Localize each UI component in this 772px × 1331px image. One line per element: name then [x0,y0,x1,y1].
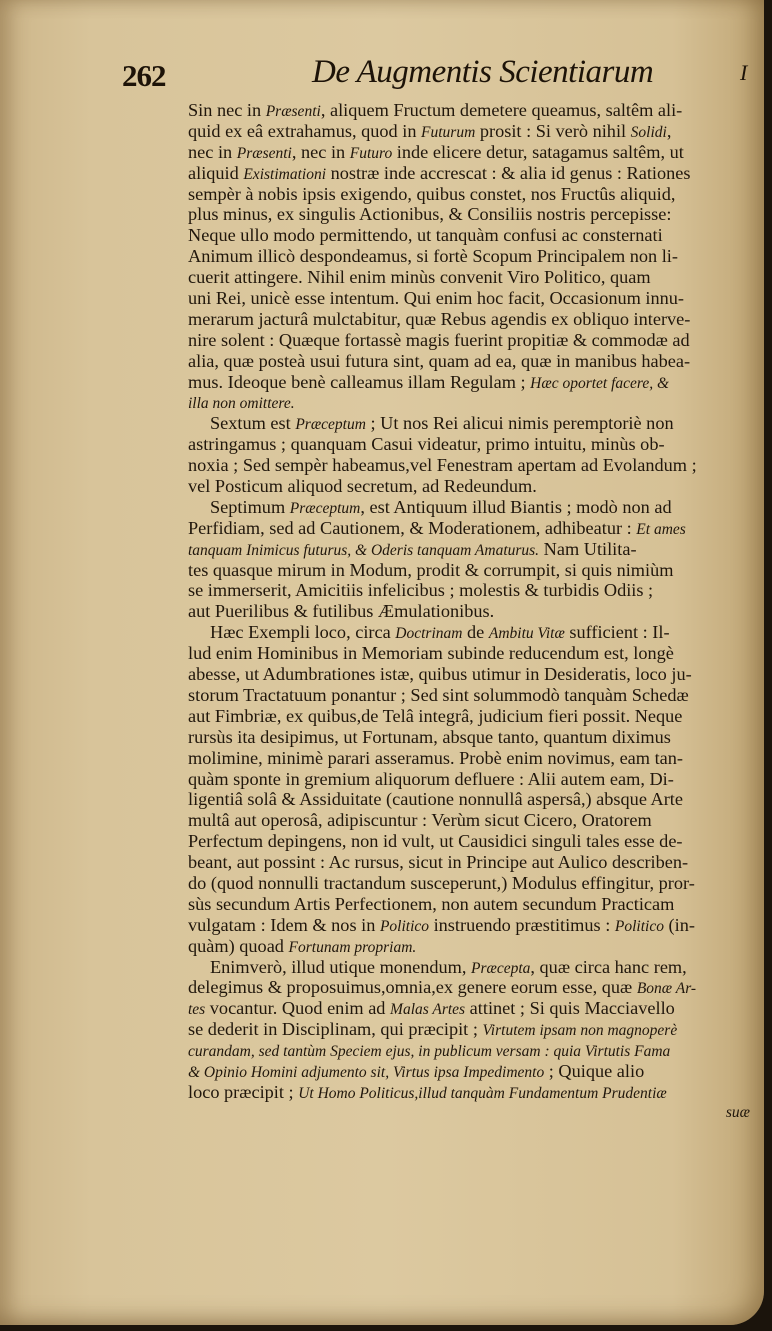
text-line [188,392,754,413]
text-segment: quàm) quoad [188,935,289,956]
text-line [188,225,754,246]
text-line [188,497,754,518]
text-segment: nec in [188,141,237,162]
text-line [188,372,754,393]
text-line [188,873,754,894]
text-segment: vel Posticum aliquod secretum, ad Redeundum. [188,476,537,497]
italic-segment: Solidi [630,123,667,141]
text-line [188,142,754,163]
italic-segment: Præsenti [265,103,321,120]
header-mark: I [740,60,748,85]
text-segment: nostræ inde accrescat : & alia id genus : Rationes [326,162,691,183]
text-segment: Nam Utilita- [539,538,637,559]
italic-segment: Virtutem ipsam non magnoperè [482,1022,678,1040]
text-segment: Perfectum depingens, non id vult, ut Causidici singuli tales esse de- [188,831,683,852]
text-segment: aliquid [188,162,244,183]
text-line [188,789,754,810]
text-line [188,267,754,288]
page-header [0,52,764,100]
text-line [188,1019,754,1040]
text-segment: alia, quæ posteà usui futura sint, quam ad ea, quæ in manibus habea- [188,350,691,371]
text-line [188,1082,754,1103]
text-line [188,915,754,936]
italic-segment: Præcepta [470,959,531,977]
text-segment: vocantur. Quod enim ad [205,998,391,1019]
text-line [188,184,754,205]
text-line [188,852,754,873]
text-line [188,434,754,455]
text-segment: , aliquem Fructum demetere queamus, saltêm ali- [320,100,683,120]
text-segment: molimine, minimè parari asseramus. Probè enim novimus, eam tan- [188,747,684,768]
text-line [188,413,754,434]
text-line [188,748,754,769]
text-segment: ; Ut nos Rei alicui nimis peremptoriè non [365,413,674,434]
text-segment: instruendo præstitimus : [429,914,615,935]
text-segment: Neque ullo modo permittendo, ut tanquàm confusi ac consternati [188,225,663,246]
italic-segment: tes [188,1001,206,1019]
text-segment: Perfidiam, sed ad Cautionem, & Moderationem, adhibeatur : [188,517,637,538]
italic-segment: Hæc oportet facere, & [530,374,670,392]
text-segment: aut Fimbriæ, ex quibus,de Telâ integrâ, judicium fieri possit. Neque [188,705,683,726]
italic-segment: Præceptum [289,499,361,517]
text-segment: (in- [663,914,695,935]
italic-segment: Fortunam propriam. [288,938,417,956]
text-segment: inde elicere detur, satagamus saltêm, ut [392,141,684,162]
text-line [188,957,754,978]
italic-segment: suæ [725,1103,750,1121]
italic-segment: Ut Homo Politicus,illud tanquàm Fundamentum Prudentiæ [298,1084,667,1102]
catchword [188,1103,754,1124]
text-line [188,455,754,476]
text-line [188,204,754,225]
text-segment: sufficient : Il- [564,622,670,643]
text-segment: de [462,622,489,643]
text-segment: Sin nec in [188,100,266,120]
text-segment: loco præcipit ; [188,1081,299,1102]
text-segment: se immerserit, Amicitiis infelicibus ; molestis & turbidis Odiis ; [188,580,654,601]
italic-segment: Ambitu Vitæ [488,625,565,643]
text-line [188,685,754,706]
text-segment: plus minus, ex singulis Actionibus, & Consiliis nostris percepisse: [188,204,672,225]
italic-segment: Doctrinam [395,625,463,643]
text-segment: cuerit attingere. Nihil enim minùs convenit Viro Politico, quam [188,267,651,288]
text-line [188,476,754,497]
text-segment: quid ex eâ extrahamus, quod in [188,120,422,141]
text-line [188,330,754,351]
italic-segment: Et ames [636,520,686,538]
text-segment: Animum illicò despondeamus, si fortè Scopum Principalem non li- [188,246,678,267]
text-segment: se dederit in Disciplinam, qui præcipit ; [188,1019,483,1040]
text-line [188,727,754,748]
text-segment: noxia ; Sed sempèr habeamus,vel Fenestram apertam ad Evolandum ; [188,455,697,476]
text-line [188,1061,754,1082]
text-segment: do (quod nonnulli tractandum susceperunt,) Modulus effingitur, pror- [188,872,695,893]
running-title: De Augmentis Scientiarum [312,54,654,90]
text-line [188,351,754,372]
text-segment: storum Tractatuum ponantur ; Sed sint solummodò tanquàm Schedæ [188,684,689,705]
text-line [188,622,754,643]
text-segment: sùs secundum Artis Perfectionem, non autem secundum Practicam [188,893,675,914]
italic-segment: Malas Artes [390,1001,466,1019]
italic-segment: illa non omittere. [188,395,295,413]
text-segment: , est Antiquum illud Biantis ; modò non ad [360,496,672,517]
text-segment: , [666,120,672,141]
text-line [188,518,754,539]
text-line [188,601,754,622]
page-number: 262 [122,58,166,93]
text-line [188,977,754,998]
text-segment: mus. Ideoque benè calleamus illam Regulam ; [188,371,531,392]
text-line [188,643,754,664]
text-segment: Sextum est [210,413,296,434]
body-text [188,100,754,1124]
text-segment: vulgatam : Idem & nos in [188,914,380,935]
text-line [188,831,754,852]
italic-segment: Futuro [349,144,393,162]
text-segment: ligentiâ solâ & Assiduitate (cautione nonnullâ aspersâ,) absque Arte [188,789,683,810]
text-segment: prosit : Si verò nihil [475,120,631,141]
text-segment: Septimum [210,496,290,517]
text-line [188,936,754,957]
text-line [188,894,754,915]
italic-segment: Politico [379,917,430,935]
italic-segment: Futurum [421,123,476,141]
italic-segment: Politico [614,917,664,935]
text-line [188,706,754,727]
italic-segment: Bonæ Ar- [636,980,697,998]
text-line [188,810,754,831]
text-segment: , nec in [291,141,350,162]
text-line [188,998,754,1019]
text-segment: delegimus & proposuimus,omnia,ex genere eorum esse, quæ [188,977,637,998]
text-segment: Hæc Exempli loco, circa [210,622,396,643]
text-segment: merarum jacturâ mulctabitur, quæ Rebus agendis ex obliquo interve- [188,308,691,329]
text-segment: Enimverò, illud utique monendum, [210,956,471,977]
text-segment: uni Rei, unicè esse intentum. Qui enim hoc facit, Occasionum innu- [188,288,685,309]
text-segment: abesse, ut Adumbrationes istæ, quibus utimur in Desideratis, loco ju- [188,664,692,685]
text-line [188,246,754,267]
text-line [188,1040,754,1061]
text-line [188,288,754,309]
text-line [188,163,754,184]
text-segment: quàm sponte in gremium aliquorum defluere : Alii autem eam, Di- [188,768,674,789]
italic-segment: Præceptum [295,416,366,434]
italic-segment: & Opinio Homini adjumento sit, Virtus ipsa Impedimento [188,1063,545,1081]
text-segment: tes quasque mirum in Modum, prodit & corrumpit, si quis nimiùm [188,559,674,580]
text-segment: aut Puerilibus & futilibus Æmulationibus. [188,601,495,622]
italic-segment: Existimationi [243,165,327,183]
text-line [188,121,754,142]
italic-segment: Præsenti [236,144,292,162]
text-segment: astringamus ; quanquam Casui videatur, primo intuitu, minùs ob- [188,434,665,455]
italic-segment: curandam, sed tantùm Speciem ejus, in publicum versam : quia Virtutis Fama [188,1043,671,1061]
italic-segment: tanquam Inimicus futurus, & Oderis tanquam Amaturus. [188,541,540,559]
text-line [188,100,754,121]
text-segment: nire solent : Quæque fortassè magis fuerint propitiæ & commodæ ad [188,329,690,350]
text-segment: attinet ; Si quis Macciavello [465,998,675,1019]
text-line [188,560,754,581]
text-segment: multâ aut operosâ, adipiscuntur : Verùm sicut Cicero, Oratorem [188,810,652,831]
text-line [188,769,754,790]
text-line [188,664,754,685]
text-segment: , quæ circa hanc rem, [530,956,687,977]
text-segment: rursùs ita desipimus, ut Fortunam, absque tanto, quantum diximus [188,726,671,747]
text-line [188,539,754,560]
text-line [188,580,754,601]
text-segment: ; Quique alio [544,1060,645,1081]
text-segment: lud enim Hominibus in Memoriam subinde reducendum est, longè [188,643,674,664]
text-line [188,309,754,330]
text-segment: sempèr à nobis ipsis exigendo, quibus constet, nos Fructûs aliquid, [188,183,676,204]
text-segment: beant, aut possint : Ac rursus, sicut in Principe aut Aulico describen- [188,852,689,873]
